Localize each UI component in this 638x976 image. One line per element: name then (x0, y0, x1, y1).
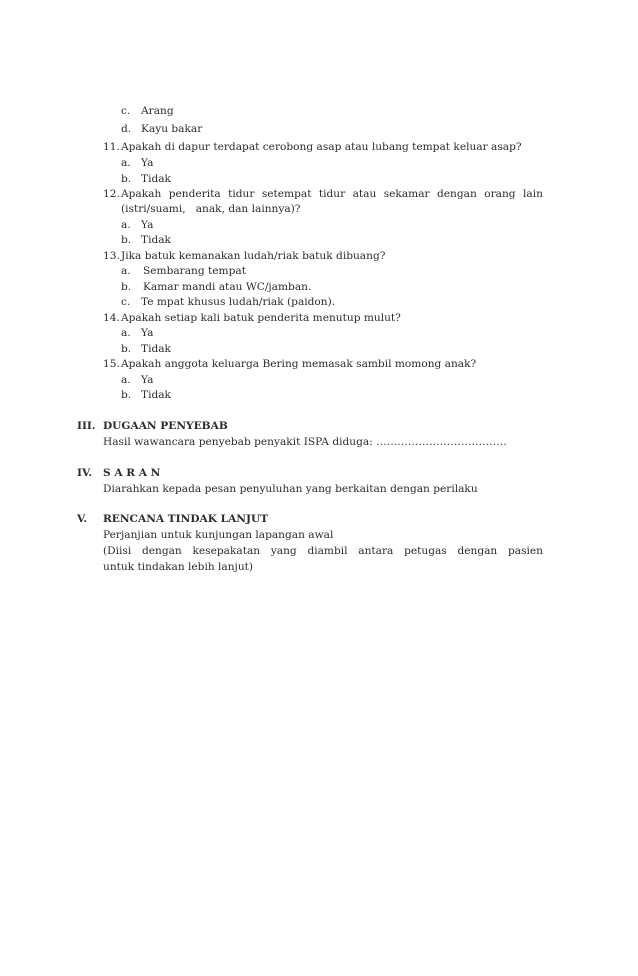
option-item (121, 342, 171, 356)
option-item (121, 156, 154, 170)
question-number: 11. (103, 141, 120, 153)
question-12-number (103, 187, 120, 201)
word: tidur (318, 188, 346, 200)
word: lain (522, 188, 543, 200)
word: dengan (457, 545, 498, 557)
option-text: Tidak (141, 234, 171, 246)
word: penderita (168, 188, 221, 200)
question-11 (103, 140, 522, 154)
question-text: Apakah setiap kali batuk penderita menutup mulut? (121, 312, 401, 324)
word: tidur (228, 188, 255, 200)
word: diambil (307, 545, 348, 557)
option-text: Sembarang tempat (143, 265, 246, 277)
option-text: Kamar mandi atau WC/jamban. (143, 281, 312, 293)
word: atau (352, 188, 377, 200)
question-number: 12. (103, 188, 120, 200)
section-v-text-line3: untuk tindakan lebih lanjut) (103, 561, 254, 573)
option-letter: b. (121, 173, 132, 185)
section-v-numeral: V. (77, 513, 88, 525)
word: sekamar (383, 188, 430, 200)
option-letter: b. (121, 343, 132, 355)
word: setempat (261, 188, 312, 200)
question-number: 14. (103, 312, 120, 324)
option-letter: a. (121, 327, 131, 339)
word: dengan (141, 545, 182, 557)
section-v-text-line2 (103, 544, 543, 558)
question-15 (103, 357, 477, 371)
section-iv-numeral: IV. (77, 467, 93, 479)
section-v-heading: RENCANA TINDAK LANJUT (103, 513, 269, 525)
word: kesepakatan (192, 545, 261, 557)
option-text: Ya (141, 327, 154, 339)
word: dengan (437, 188, 477, 200)
option-letter: a. (121, 374, 131, 386)
option-item (121, 388, 171, 402)
word: petugas (404, 545, 447, 557)
option-item (121, 122, 203, 136)
option-text: Arang (141, 105, 174, 117)
option-item (121, 218, 154, 232)
option-letter: a. (121, 265, 131, 277)
option-letter: c. (121, 105, 131, 117)
option-item (121, 295, 336, 309)
word: yang (270, 545, 297, 557)
question-number: 13. (103, 250, 120, 262)
option-text: Ya (141, 374, 154, 386)
word: (Diisi (103, 545, 132, 557)
word: pasien (507, 545, 543, 557)
option-letter: d. (121, 123, 132, 135)
word: Apakah (121, 188, 162, 200)
option-letter: a. (121, 219, 131, 231)
option-text: Te mpat khusus ludah/riak (paidon). (141, 296, 336, 308)
option-text: Ya (141, 157, 154, 169)
section-iv-text: Diarahkan kepada pesan penyuluhan yang berkaitan dengan perilaku (103, 483, 478, 495)
option-text: Tidak (141, 173, 171, 185)
option-text: Ya (141, 219, 154, 231)
option-letter: a. (121, 157, 131, 169)
option-item (121, 264, 246, 278)
option-item (121, 172, 171, 186)
section-iii-text: Hasil wawancara penyebab penyakit ISPA diduga: ………………………………. (103, 436, 507, 448)
option-item (121, 233, 171, 247)
option-item (121, 373, 154, 387)
section-v-text-line1: Perjanjian untuk kunjungan lapangan awal (103, 529, 334, 541)
option-letter: b. (121, 389, 132, 401)
option-item (121, 280, 312, 294)
question-number: 15. (103, 358, 120, 370)
word: orang (484, 188, 516, 200)
question-12-text-line2: (istri/suami, anak, dan lainnya)? (121, 203, 301, 215)
section-iii-heading: DUGAAN PENYEBAB (103, 420, 228, 432)
question-12-text-line1 (121, 187, 543, 201)
section-iv-heading: S A R A N (103, 467, 161, 479)
option-letter: b. (121, 281, 132, 293)
option-item (121, 104, 174, 118)
question-13 (103, 249, 386, 263)
word: antara (358, 545, 394, 557)
option-text: Tidak (141, 343, 171, 355)
option-letter: c. (121, 296, 131, 308)
question-text: Jika batuk kemanakan ludah/riak batuk dibuang? (121, 250, 386, 262)
section-iii-numeral: III. (77, 420, 96, 432)
question-text: Apakah di dapur terdapat cerobong asap atau lubang tempat keluar asap? (121, 141, 522, 153)
question-14 (103, 311, 401, 325)
question-text: Apakah anggota keluarga Bering memasak sambil momong anak? (121, 358, 477, 370)
option-item (121, 326, 154, 340)
option-text: Tidak (141, 389, 171, 401)
option-text: Kayu bakar (141, 123, 203, 135)
option-letter: b. (121, 234, 132, 246)
